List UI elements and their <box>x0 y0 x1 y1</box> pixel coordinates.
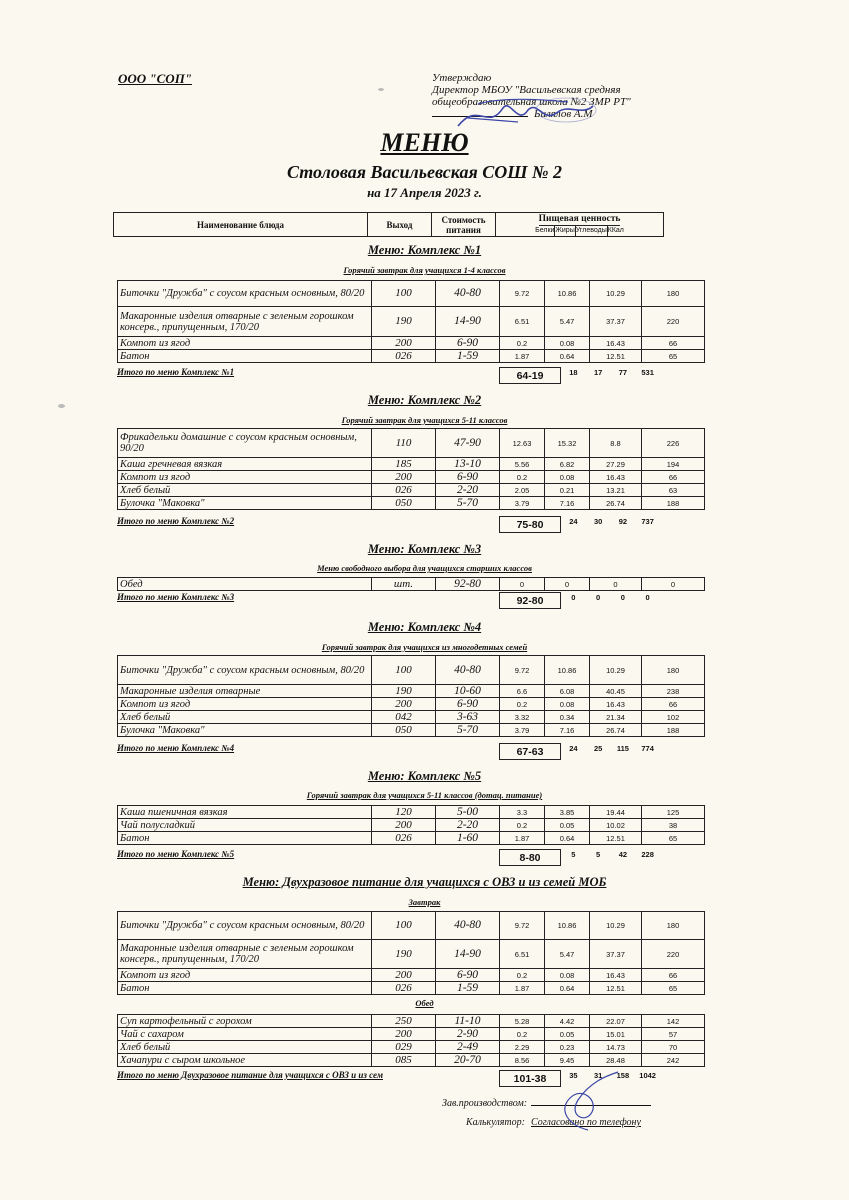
calculator-value: Согласовано по телефону <box>530 1117 641 1128</box>
production-label: Зав.производством: <box>442 1098 528 1109</box>
total-proteins: 24 <box>569 744 578 753</box>
dish-carbs: 12.51 <box>590 982 642 995</box>
total-label: Итого по меню Комплекс №2 <box>117 516 235 526</box>
dish-fats: 10.86 <box>545 281 590 307</box>
header-fats: Жиры <box>555 227 575 234</box>
table-row <box>118 698 705 711</box>
dish-proteins: 1.87 <box>500 350 545 363</box>
dish-kcal: 180 <box>642 912 705 940</box>
dish-carbs: 12.51 <box>590 832 642 845</box>
dish-output: 029 <box>372 1041 436 1054</box>
total-nutrition <box>561 516 660 526</box>
total-proteins: 24 <box>569 517 578 526</box>
dish-kcal: 220 <box>642 940 705 969</box>
dish-name: Хлеб белый <box>118 1041 372 1054</box>
total-carbs: 42 <box>618 850 628 859</box>
total-carbs: 92 <box>618 517 628 526</box>
dish-kcal: 102 <box>642 711 705 724</box>
dish-price: 20-70 <box>436 1054 500 1067</box>
dish-proteins: 6.6 <box>500 685 545 698</box>
dish-name: Суп картофельный с горохом <box>118 1015 372 1028</box>
dish-price: 40-80 <box>436 656 500 685</box>
dish-price: 1-60 <box>436 832 500 845</box>
section-title: Меню: Комплекс №1 <box>367 243 482 257</box>
table-row <box>118 307 705 337</box>
dish-output: 120 <box>372 806 436 819</box>
header-nutrition: Пищевая ценность <box>538 214 621 224</box>
table-row <box>118 471 705 484</box>
total-fats: 30 <box>593 517 603 526</box>
menu-table <box>117 805 705 845</box>
dish-name: Хачапури с сыром школьное <box>118 1054 372 1067</box>
dish-name: Компот из ягод <box>118 471 372 484</box>
dish-price: 40-80 <box>436 912 500 940</box>
table-row <box>118 1054 705 1067</box>
dish-name: Чай с сахаром <box>118 1028 372 1041</box>
dish-price: 5-70 <box>436 724 500 737</box>
header-kcal: ККал <box>607 227 624 234</box>
dish-carbs: 10.29 <box>590 656 642 685</box>
dish-carbs: 37.37 <box>590 307 642 337</box>
dish-carbs: 16.43 <box>590 698 642 711</box>
dish-name: Батон <box>118 982 372 995</box>
dish-output: 200 <box>372 969 436 982</box>
dish-kcal: 188 <box>642 497 705 510</box>
dish-fats: 4.42 <box>545 1015 590 1028</box>
dish-price: 13-10 <box>436 458 500 471</box>
dish-name: Батон <box>118 832 372 845</box>
total-kcal: 0 <box>645 593 650 602</box>
table-row <box>118 1028 705 1041</box>
total-nutrition <box>561 849 660 859</box>
table-row <box>118 711 705 724</box>
dish-fats: 0.64 <box>545 350 590 363</box>
dish-price: 14-90 <box>436 940 500 969</box>
header-proteins: Белки <box>535 227 555 234</box>
table-row <box>118 940 705 969</box>
table-row <box>118 982 705 995</box>
dish-carbs: 26.74 <box>590 497 642 510</box>
table-row <box>118 497 705 510</box>
calculator-label: Калькулятор: <box>466 1117 525 1128</box>
dish-name: Булочка "Маковка" <box>118 724 372 737</box>
section-title: Меню: Двухразовое питание для учащихся с ОВЗ и из семей МОБ <box>242 875 607 889</box>
dish-fats: 0.08 <box>545 337 590 350</box>
table-row <box>118 1015 705 1028</box>
dish-price: 5-70 <box>436 497 500 510</box>
table-row <box>118 1041 705 1054</box>
dish-proteins: 0.2 <box>500 969 545 982</box>
menu-table <box>117 577 705 591</box>
dish-price: 6-90 <box>436 698 500 711</box>
approval-line: общеобразовательная школа №2 ЗМР РТ" <box>432 96 631 108</box>
dish-output: 190 <box>372 685 436 698</box>
table-row <box>118 685 705 698</box>
calculator-signature-icon <box>548 1070 628 1140</box>
dish-proteins: 6.51 <box>500 940 545 969</box>
total-kcal: 1042 <box>639 1071 656 1080</box>
dish-output: 050 <box>372 724 436 737</box>
dish-carbs: 28.48 <box>590 1054 642 1067</box>
dish-name: Макаронные изделия отварные с зеленым горошком консерв., припущенным, 170/20 <box>118 307 372 337</box>
dish-carbs: 14.73 <box>590 1041 642 1054</box>
dish-price: 47-90 <box>436 429 500 458</box>
dish-kcal: 63 <box>642 484 705 497</box>
menu-table <box>117 280 705 363</box>
dish-kcal: 180 <box>642 656 705 685</box>
total-kcal: 531 <box>641 368 654 377</box>
dish-fats: 0.05 <box>545 819 590 832</box>
table-row <box>118 429 705 458</box>
dish-kcal: 70 <box>642 1041 705 1054</box>
dish-carbs: 10.29 <box>590 281 642 307</box>
dish-carbs: 22.07 <box>590 1015 642 1028</box>
dish-kcal: 65 <box>642 832 705 845</box>
total-price: 64-19 <box>499 367 561 384</box>
total-nutrition <box>561 743 660 753</box>
section-subtitle: Горячий завтрак для учащихся 5-11 классов (дотац. питание) <box>306 790 543 800</box>
dish-fats: 0.64 <box>545 982 590 995</box>
dish-output: 200 <box>372 1028 436 1041</box>
dish-output: 190 <box>372 940 436 969</box>
dish-name: Компот из ягод <box>118 969 372 982</box>
section-total <box>117 592 660 610</box>
dish-output: 042 <box>372 711 436 724</box>
dish-output: 050 <box>372 497 436 510</box>
menu-table <box>117 1014 705 1067</box>
dish-name: Хлеб белый <box>118 484 372 497</box>
table-row <box>118 912 705 940</box>
section-subtitle: Горячий завтрак для учащихся 5-11 классов <box>341 415 508 425</box>
table-row <box>118 656 705 685</box>
dish-kcal: 242 <box>642 1054 705 1067</box>
dish-output: 250 <box>372 1015 436 1028</box>
section-title: Меню: Комплекс №2 <box>367 393 482 407</box>
dish-output: 100 <box>372 281 436 307</box>
total-price: 101-38 <box>499 1070 561 1087</box>
dish-price: 40-80 <box>436 281 500 307</box>
menu-table <box>117 428 705 510</box>
dish-name: Булочка "Маковка" <box>118 497 372 510</box>
section-subtitle: Обед <box>415 998 434 1008</box>
dish-price: 2-49 <box>436 1041 500 1054</box>
dish-proteins: 0.2 <box>500 1028 545 1041</box>
section-total <box>117 743 660 761</box>
header-cost: Стоимость питания <box>432 213 496 236</box>
total-proteins: 35 <box>569 1071 578 1080</box>
dish-carbs: 8.8 <box>590 429 642 458</box>
dish-kcal: 57 <box>642 1028 705 1041</box>
table-row <box>118 578 705 591</box>
total-nutrition <box>561 592 660 602</box>
dish-fats: 5.47 <box>545 940 590 969</box>
table-row <box>118 832 705 845</box>
dish-name: Чай полусладкий <box>118 819 372 832</box>
total-fats: 25 <box>593 744 603 753</box>
total-kcal: 228 <box>641 850 654 859</box>
dish-output: 200 <box>372 471 436 484</box>
dish-price: 6-90 <box>436 337 500 350</box>
dish-price: 14-90 <box>436 307 500 337</box>
dish-price: 2-20 <box>436 819 500 832</box>
dish-output: 100 <box>372 912 436 940</box>
total-fats: 0 <box>596 593 601 602</box>
dish-price: 10-60 <box>436 685 500 698</box>
total-fats: 17 <box>593 368 603 377</box>
dish-name: Каша гречневая вязкая <box>118 458 372 471</box>
dish-output: 026 <box>372 832 436 845</box>
dish-name: Макаронные изделия отварные с зеленым горошком консерв., припущенным, 170/20 <box>118 940 372 969</box>
dish-proteins: 1.87 <box>500 832 545 845</box>
dish-fats: 0 <box>545 578 590 591</box>
dish-carbs: 10.02 <box>590 819 642 832</box>
dish-output: 026 <box>372 982 436 995</box>
approval-line: Утверждаю <box>432 72 492 84</box>
dish-kcal: 238 <box>642 685 705 698</box>
dish-fats: 0.23 <box>545 1041 590 1054</box>
dish-price: 6-90 <box>436 969 500 982</box>
scan-speck <box>58 404 65 408</box>
dish-output: 026 <box>372 484 436 497</box>
dish-proteins: 9.72 <box>500 281 545 307</box>
dish-kcal: 66 <box>642 337 705 350</box>
dish-proteins: 0.2 <box>500 819 545 832</box>
dish-proteins: 9.72 <box>500 656 545 685</box>
dish-output: 110 <box>372 429 436 458</box>
dish-price: 5-00 <box>436 806 500 819</box>
dish-output: 200 <box>372 337 436 350</box>
dish-price: 11-10 <box>436 1015 500 1028</box>
dish-carbs: 16.43 <box>590 471 642 484</box>
dish-proteins: 1.87 <box>500 982 545 995</box>
dish-name: Компот из ягод <box>118 337 372 350</box>
dish-kcal: 220 <box>642 307 705 337</box>
dish-carbs: 12.51 <box>590 350 642 363</box>
dish-kcal: 66 <box>642 471 705 484</box>
menu-date: на 17 Апреля 2023 г. <box>367 185 482 200</box>
section-total <box>117 849 660 867</box>
dish-carbs: 19.44 <box>590 806 642 819</box>
header-nutrition-group <box>496 213 663 236</box>
dish-proteins: 3.32 <box>500 711 545 724</box>
page-title: МЕНЮ <box>380 128 469 157</box>
dish-carbs: 37.37 <box>590 940 642 969</box>
total-label: Итого по меню Двухразовое питание для учащихся с ОВЗ и из сем <box>117 1070 383 1080</box>
dish-price: 1-59 <box>436 982 500 995</box>
dish-kcal: 65 <box>642 350 705 363</box>
dish-carbs: 26.74 <box>590 724 642 737</box>
table-row <box>118 819 705 832</box>
dish-fats: 10.86 <box>545 656 590 685</box>
dish-proteins: 6.51 <box>500 307 545 337</box>
dish-price: 6-90 <box>436 471 500 484</box>
section-subtitle: Меню свободного выбора для учащихся старших классов <box>317 563 532 573</box>
dish-output: 185 <box>372 458 436 471</box>
dish-proteins: 5.56 <box>500 458 545 471</box>
dish-kcal: 142 <box>642 1015 705 1028</box>
table-row <box>118 458 705 471</box>
section-title: Меню: Комплекс №5 <box>367 769 482 783</box>
dish-output: шт. <box>372 578 436 591</box>
total-fats: 5 <box>596 850 601 859</box>
total-kcal: 737 <box>641 517 654 526</box>
dish-name: Хлеб белый <box>118 711 372 724</box>
dish-fats: 0.64 <box>545 832 590 845</box>
dish-proteins: 2.05 <box>500 484 545 497</box>
total-label: Итого по меню Комплекс №1 <box>117 367 235 377</box>
header-dish: Наименование блюда <box>114 213 368 236</box>
dish-kcal: 66 <box>642 698 705 711</box>
table-row <box>118 724 705 737</box>
menu-table <box>117 911 705 995</box>
dish-output: 085 <box>372 1054 436 1067</box>
organization-name: ООО "СОП" <box>118 71 193 86</box>
dish-proteins: 8.56 <box>500 1054 545 1067</box>
dish-output: 200 <box>372 698 436 711</box>
dish-fats: 0.08 <box>545 969 590 982</box>
approval-line: Директор МБОУ "Васильевская средняя <box>432 84 621 96</box>
dish-fats: 15.32 <box>545 429 590 458</box>
dish-fats: 6.82 <box>545 458 590 471</box>
total-label: Итого по меню Комплекс №4 <box>117 743 235 753</box>
dish-carbs: 10.29 <box>590 912 642 940</box>
section-total <box>117 367 660 385</box>
dish-carbs: 16.43 <box>590 337 642 350</box>
dish-fats: 6.08 <box>545 685 590 698</box>
scan-speck <box>378 88 384 91</box>
dish-fats: 10.86 <box>545 912 590 940</box>
dish-price: 2-20 <box>436 484 500 497</box>
dish-price: 1-59 <box>436 350 500 363</box>
total-price: 92-80 <box>499 592 561 609</box>
dish-price: 2-90 <box>436 1028 500 1041</box>
total-carbs: 115 <box>616 744 629 753</box>
section-subtitle: Горячий завтрак для учащихся из многодетных семей <box>321 642 528 652</box>
dish-fats: 7.16 <box>545 724 590 737</box>
dish-output: 190 <box>372 307 436 337</box>
dish-name: Каша пшеничная вязкая <box>118 806 372 819</box>
total-proteins: 0 <box>571 593 576 602</box>
dish-fats: 0.21 <box>545 484 590 497</box>
dish-fats: 0.34 <box>545 711 590 724</box>
header-output: Выход <box>368 213 432 236</box>
dish-kcal: 65 <box>642 982 705 995</box>
table-row <box>118 281 705 307</box>
dish-kcal: 125 <box>642 806 705 819</box>
total-carbs: 158 <box>616 1071 630 1080</box>
total-price: 67-63 <box>499 743 561 760</box>
dish-proteins: 3.3 <box>500 806 545 819</box>
dish-proteins: 3.79 <box>500 497 545 510</box>
section-subtitle: Завтрак <box>408 897 441 907</box>
total-fats: 31 <box>593 1071 603 1080</box>
header-carbs: Углеводы <box>575 227 607 234</box>
dish-proteins: 2.29 <box>500 1041 545 1054</box>
total-label: Итого по меню Комплекс №5 <box>117 849 235 859</box>
section-title: Меню: Комплекс №3 <box>367 542 482 556</box>
total-nutrition <box>561 367 660 377</box>
dish-fats: 3.85 <box>545 806 590 819</box>
dish-fats: 9.45 <box>545 1054 590 1067</box>
dish-proteins: 12.63 <box>500 429 545 458</box>
table-row <box>118 337 705 350</box>
table-header <box>113 212 664 237</box>
dish-kcal: 188 <box>642 724 705 737</box>
total-price: 8-80 <box>499 849 561 866</box>
dish-kcal: 0 <box>642 578 705 591</box>
page-subtitle: Столовая Васильевская СОШ № 2 <box>287 162 562 182</box>
dish-carbs: 40.45 <box>590 685 642 698</box>
dish-carbs: 16.43 <box>590 969 642 982</box>
total-proteins: 5 <box>571 850 576 859</box>
table-row <box>118 484 705 497</box>
dish-carbs: 0 <box>590 578 642 591</box>
dish-kcal: 194 <box>642 458 705 471</box>
dish-carbs: 15.01 <box>590 1028 642 1041</box>
dish-kcal: 66 <box>642 969 705 982</box>
dish-proteins: 0.2 <box>500 471 545 484</box>
dish-output: 026 <box>372 350 436 363</box>
dish-fats: 7.16 <box>545 497 590 510</box>
dish-proteins: 0.2 <box>500 337 545 350</box>
total-kcal: 774 <box>641 744 654 753</box>
dish-proteins: 0.2 <box>500 698 545 711</box>
dish-proteins: 5.28 <box>500 1015 545 1028</box>
table-row <box>118 969 705 982</box>
dish-name: Биточки "Дружба" с соусом красным основным, 80/20 <box>118 281 372 307</box>
dish-name: Обед <box>118 578 372 591</box>
dish-price: 3-63 <box>436 711 500 724</box>
table-row <box>118 350 705 363</box>
dish-kcal: 38 <box>642 819 705 832</box>
dish-price: 92-80 <box>436 578 500 591</box>
dish-name: Макаронные изделия отварные <box>118 685 372 698</box>
dish-kcal: 180 <box>642 281 705 307</box>
dish-fats: 0.05 <box>545 1028 590 1041</box>
dish-name: Фрикадельки домашние с соусом красным основным, 90/20 <box>118 429 372 458</box>
total-carbs: 0 <box>620 593 625 602</box>
dish-carbs: 13.21 <box>590 484 642 497</box>
dish-proteins: 3.79 <box>500 724 545 737</box>
approval-signer: Билялов А.М <box>534 108 593 120</box>
section-title: Меню: Комплекс №4 <box>367 620 482 634</box>
dish-proteins: 9.72 <box>500 912 545 940</box>
table-row <box>118 806 705 819</box>
dish-kcal: 226 <box>642 429 705 458</box>
dish-fats: 0.08 <box>545 698 590 711</box>
dish-carbs: 21.34 <box>590 711 642 724</box>
dish-fats: 5.47 <box>545 307 590 337</box>
dish-proteins: 0 <box>500 578 545 591</box>
menu-table <box>117 655 705 737</box>
dish-output: 100 <box>372 656 436 685</box>
total-price: 75-80 <box>499 516 561 533</box>
dish-carbs: 27.29 <box>590 458 642 471</box>
section-subtitle: Горячий завтрак для учащихся 1-4 классов <box>343 265 506 275</box>
section-total <box>117 516 660 534</box>
dish-fats: 0.08 <box>545 471 590 484</box>
dish-name: Батон <box>118 350 372 363</box>
total-carbs: 77 <box>618 368 628 377</box>
dish-output: 200 <box>372 819 436 832</box>
dish-name: Биточки "Дружба" с соусом красным основным, 80/20 <box>118 912 372 940</box>
total-label: Итого по меню Комплекс №3 <box>117 592 235 602</box>
total-proteins: 18 <box>569 368 578 377</box>
dish-name: Компот из ягод <box>118 698 372 711</box>
dish-name: Биточки "Дружба" с соусом красным основным, 80/20 <box>118 656 372 685</box>
